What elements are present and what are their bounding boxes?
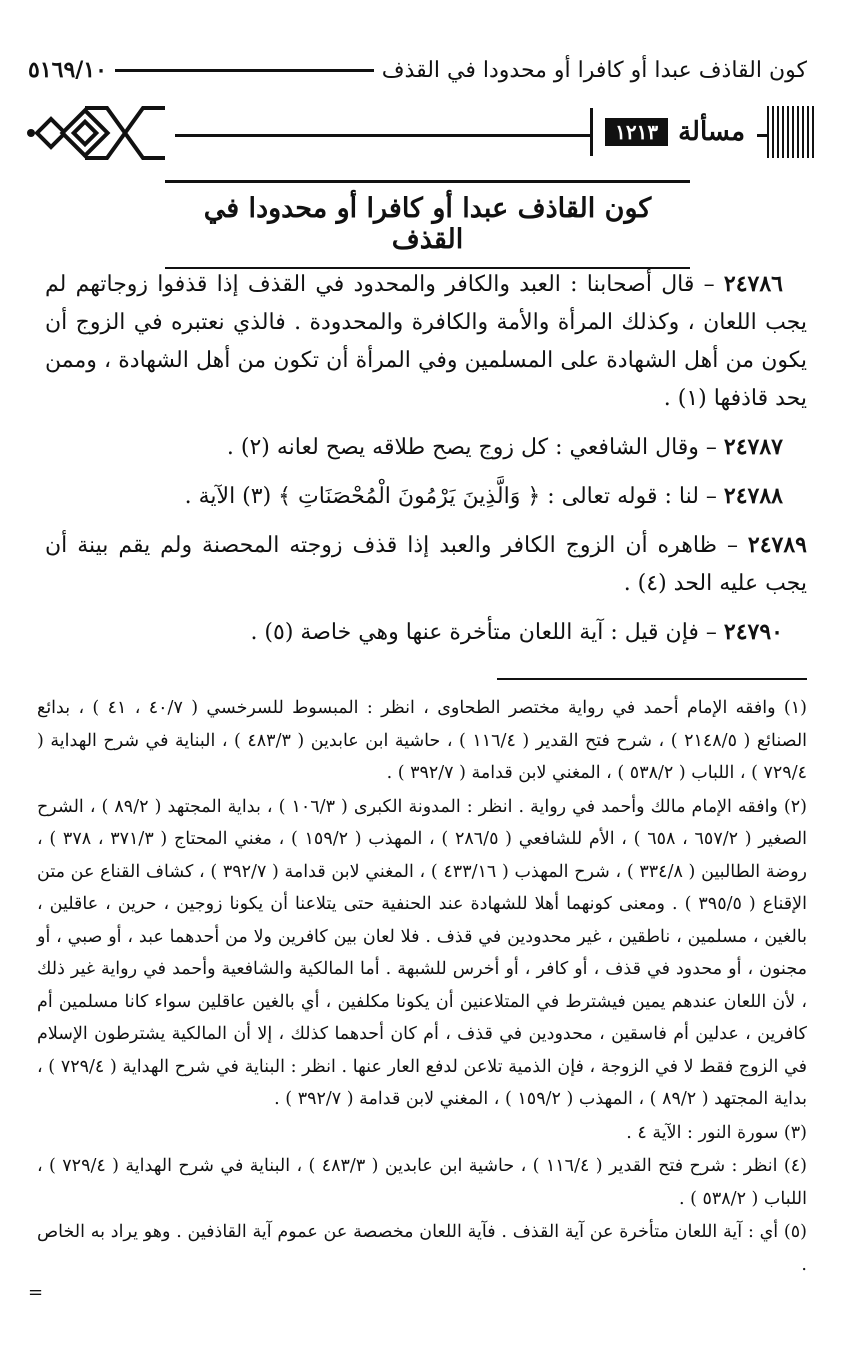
- footnote: (٢) وافقه الإمام مالك وأحمد في رواية . انظر : المدونة الكبرى ( ١٠٦/٣ ) ، بداية المجتهد ( ٨٩/٢ ) ، الشرح الصغير ( ٦٥٧/٢ ، ٦٥٨ ) ، الأم للشافعي ( ٢٨٦/٥ ) ، المهذب ( ١٥٩/٢ ) ، مغني المحتاج ( ٣٧١/٣ ، ٣٧٨ ) ، روضة الطالبين ( ٣٣٤/٨ ) ، شرح المهذب ( ٤٣٣/١٦ ) ، المغني لابن قدامة ( ٣٩٢/٧ ) ، كشاف القناع عن متن الإقناع ( ٣٩٥/٥ ) . ومعنى كونهما أهلا للشهادة عند الحنفية حتى يتلاعنا أن يكونا زوجين ، حرين ، عاقلين ، بالغين ، مسلمين ، ناطقين ، غير محدودين في قذف . فلا لعان بين كافرين ولا من أحدهما عبد ، أو صبي ، أو مجنون ، أو محدود في قذف ، أو كافر ، أو أخرس للشبهة . أما المالكية والشافعية وأحمد في رواية غير ذلك ، لأن اللعان عندهم يمين فيشترط في المتلاعنين أن يكونا مكلفين ، أي بالغين عاقلين سواء كانا مسلمين أم كافرين ، عدلين أم فاسقين ، محدودين في قذف ، أم كان أحدهما كذلك ، إلا أن المالكية يشترطون الإسلام في الزوج فقط لا في الزوجة ، فإن الذمية تلاعن لدفع العار عنها . انظر : البناية في شرح الهداية ( ٧٢٩/٤ ) ، بداية المجتهد ( ٨٩/٢ ) ، المهذب ( ١٥٩/٢ ) ، المغني لابن قدامة ( ٣٩٢/٧ ) .: [37, 796, 808, 1109]
- paragraph-number: ٢٤٧٨٨: [723, 483, 783, 509]
- paragraph-text: – لنا : قوله تعالى : ﴿ وَالَّذِينَ يَرْمُونَ الْمُحْصَنَاتِ ﴾ (٣) الآية .: [184, 484, 724, 509]
- chapter-title-text: كون القاذف عبدا أو كافرا أو محدودا في القذف: [203, 193, 652, 255]
- paragraph-text: – وقال الشافعي : كل زوج يصح طلاقه يصح لعانه (٢) .: [226, 435, 724, 460]
- banner-bars-ornament: [767, 106, 815, 158]
- footnote: (٥) أي : آية اللعان متأخرة عن آية القذف . فآية اللعان مخصصة عن عموم آية القاذفين . وهو يراد به الخاص .: [37, 1222, 807, 1275]
- paragraph: [45, 613, 807, 652]
- paragraph: [45, 477, 807, 516]
- paragraph-number: ٢٤٧٨٦: [723, 271, 783, 297]
- running-header: [28, 52, 807, 88]
- paragraph-number: ٢٤٧٩٠: [723, 619, 783, 645]
- page-number: ٥١٦٩/١٠: [28, 57, 107, 83]
- masala-number: ١٢١٣: [605, 118, 668, 146]
- masala-label: مسألة: [678, 117, 745, 147]
- footnotes: [37, 692, 807, 1282]
- main-text: [45, 265, 807, 662]
- running-header-title: كون القاذف عبدا أو كافرا أو محدودا في القذف: [381, 57, 807, 83]
- paragraph-text: – قال أصحابنا : العبد والكافر والمحدود في القذف إذا قذفوا زوجاتهم لم يجب اللعان ، وكذلك المرأة والأمة والكافرة والمحدودة . فالذي نعتبره في الزوج أن يكون من أهل الشهادة على المسلمين وفي المرأة أن تكون من أهل الشهادة ، وممن يحد قاذفها (١) .: [45, 272, 807, 411]
- running-header-rule: [115, 69, 374, 72]
- masala-banner: [25, 102, 815, 164]
- paragraph: [45, 526, 807, 603]
- paragraph: [45, 265, 807, 418]
- paragraph-text: – ظاهره أن الزوج الكافر والعبد إذا قذف زوجته المحصنة ولم يقم بينة أن يجب عليه الحد (٤) .: [45, 533, 807, 596]
- footnote: (٤) انظر : شرح فتح القدير ( ١١٦/٤ ) ، حاشية ابن عابدين ( ٤٨٣/٣ ) ، البناية في شرح الهداية ( ٧٢٩/٤ ) ، اللباب ( ٥٣٨/٢ ) .: [37, 1156, 807, 1209]
- paragraph-text: – فإن قيل : آية اللعان متأخرة عنها وهي خاصة (٥) .: [250, 620, 724, 645]
- paragraph-number: ٢٤٧٨٧: [723, 434, 783, 460]
- knot-ornament-icon: [25, 102, 175, 164]
- footnote-separator: [497, 678, 807, 680]
- footnote: (٣) سورة النور : الآية ٤ .: [626, 1122, 807, 1143]
- paragraph: [45, 428, 807, 467]
- paragraph-number: ٢٤٧٨٩: [747, 532, 807, 558]
- footnote: (١) وافقه الإمام أحمد في رواية مختصر الطحاوى ، انظر : المبسوط للسرخسي ( ٤٠/٧ ، ٤١ ) ، بدائع الصنائع ( ٢١٤٨/٥ ) ، شرح فتح القدير ( ١١٦/٤ ) ، حاشية ابن عابدين ( ٤٨٣/٣ ) ، البناية في شرح الهداية ( ٧٢٩/٤ ) ، اللباب ( ٥٣٨/٢ ) ، المغني لابن قدامة ( ٣٩٢/٧ ) .: [37, 698, 808, 783]
- masala-box: [590, 108, 757, 156]
- continuation-mark: =: [28, 1282, 44, 1303]
- chapter-title: [165, 180, 690, 269]
